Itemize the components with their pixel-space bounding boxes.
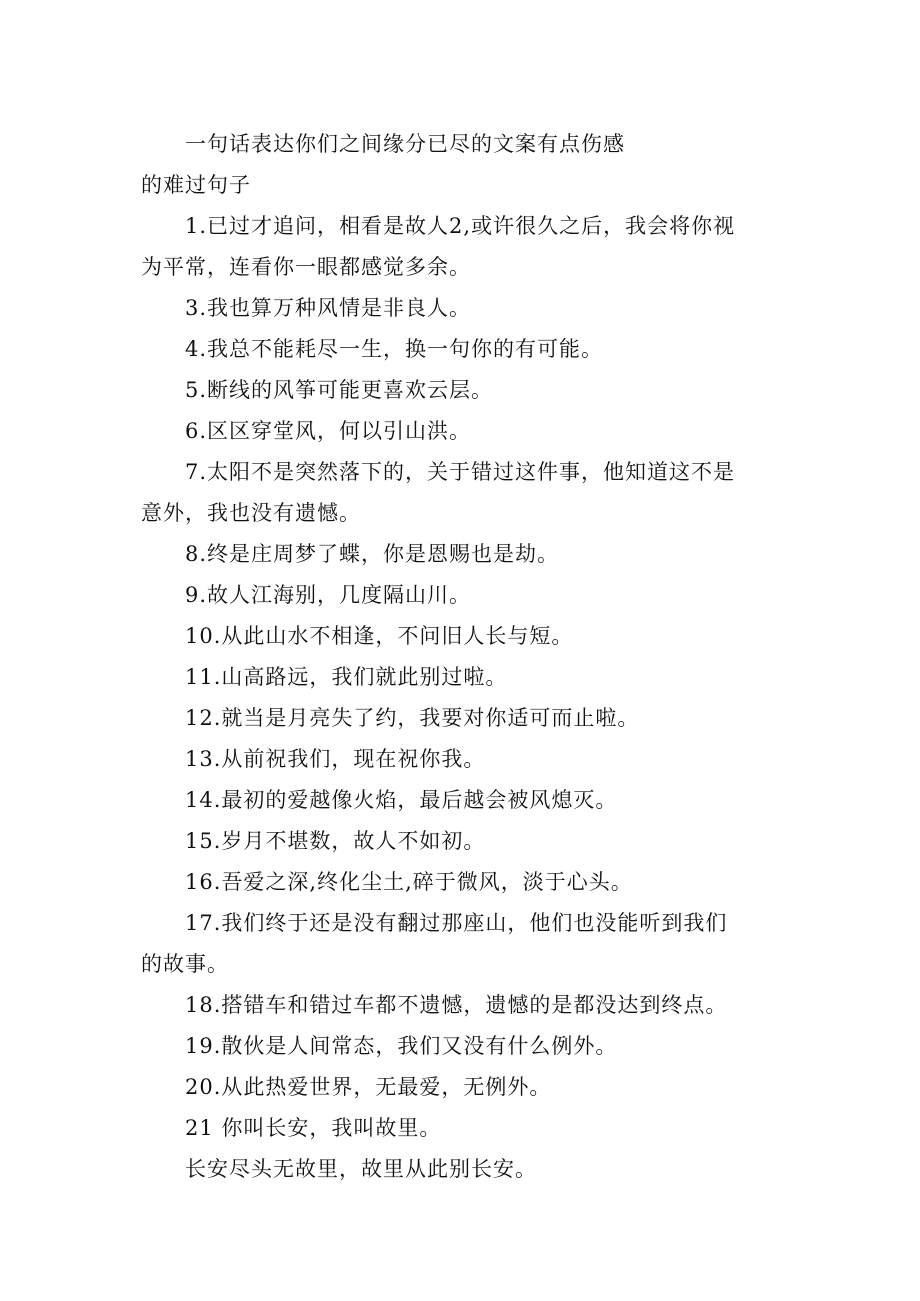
sentence-line: 10.从此山水不相逢，不问旧人长与短。 (185, 624, 574, 648)
sentence-line: 12.就当是月亮失了约，我要对你适可而止啦。 (185, 706, 640, 730)
sentence-line: 5.断线的风筝可能更喜欢云层。 (185, 378, 494, 402)
sentence-line: 16.吾爱之深,终化尘土,碎于微风，淡于心头。 (185, 870, 633, 894)
sentence-line: 21 你叫长安，我叫故里。 (185, 1116, 442, 1140)
sentence-line: 17.我们终于还是没有翻过那座山，他们也没能听到我们 (185, 911, 728, 935)
title-line-2: 的难过句子 (141, 173, 251, 197)
sentence-line: 18.搭错车和错过车都不遗憾，遗憾的是都没达到终点。 (185, 993, 728, 1017)
sentence-line: 3.我也算万种风情是非良人。 (185, 296, 472, 320)
sentence-line: 6.区区穿堂风，何以引山洪。 (185, 419, 472, 443)
sentence-line: 19.散伙是人间常态，我们又没有什么例外。 (185, 1034, 618, 1058)
sentence-line: 意外，我也没有遗憾。 (141, 501, 361, 525)
sentence-line: 为平常，连看你一眼都感觉多余。 (141, 255, 471, 279)
sentence-line: 9.故人江海别，几度隔山川。 (185, 583, 472, 607)
sentence-line: 4.我总不能耗尽一生，换一句你的有可能。 (185, 337, 604, 361)
sentence-list (141, 206, 781, 1190)
sentence-line: 11.山高路远，我们就此别过啦。 (185, 665, 508, 689)
sentence-line: 8.终是庄周梦了蝶，你是恩赐也是劫。 (185, 542, 560, 566)
sentence-line: 长安尽头无故里，故里从此别长安。 (185, 1157, 537, 1181)
sentence-line: 14.最初的爱越像火焰，最后越会被风熄灭。 (185, 788, 618, 812)
sentence-line: 的故事。 (141, 952, 229, 976)
sentence-line: 7.太阳不是突然落下的，关于错过这件事，他知道这不是 (185, 460, 736, 484)
title-line-1: 一句话表达你们之间缘分已尽的文案有点伤感 (185, 132, 625, 156)
sentence-line: 1.已过才追问，相看是故人2,或许很久之后，我会将你视 (185, 214, 736, 238)
sentence-line: 13.从前祝我们，现在祝你我。 (185, 747, 486, 771)
sentence-line: 15.岁月不堪数，故人不如初。 (185, 829, 486, 853)
sentence-line: 20.从此热爱世界，无最爱，无例外。 (185, 1075, 552, 1099)
document-title (141, 124, 781, 206)
